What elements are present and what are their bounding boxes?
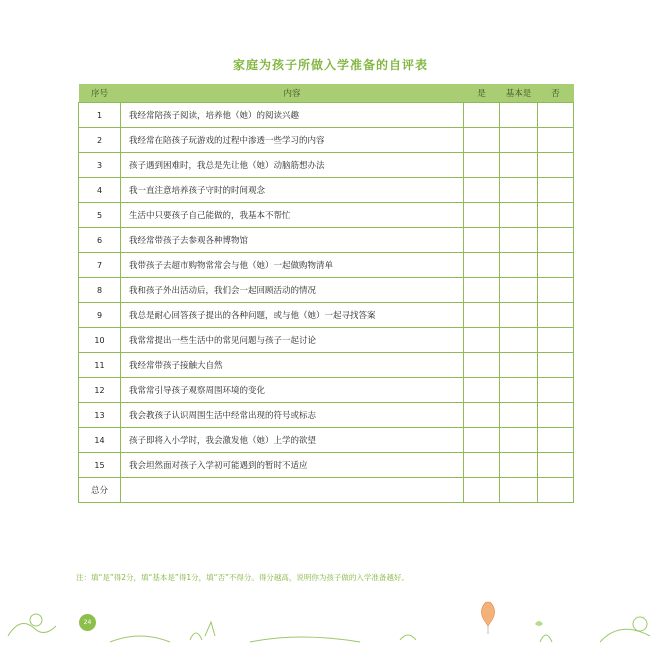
row-content: 我总是耐心回答孩子提出的各种问题，或与他（她）一起寻找答案 [121,303,464,328]
answer-basic-cell[interactable] [500,353,538,378]
answer-no-cell[interactable] [538,403,574,428]
answer-basic-cell[interactable] [500,103,538,128]
answer-no-cell[interactable] [538,428,574,453]
row-number: 12 [79,378,121,403]
answer-no-cell[interactable] [538,253,574,278]
header-no: 否 [538,84,574,103]
answer-yes-cell[interactable] [464,103,500,128]
row-content: 我常常引导孩子观察周围环境的变化 [121,378,464,403]
answer-no-cell[interactable] [538,378,574,403]
row-content: 我经常陪孩子阅读，培养他（她）的阅读兴趣 [121,103,464,128]
answer-no-cell[interactable] [538,353,574,378]
answer-no-cell[interactable] [538,278,574,303]
answer-basic-cell[interactable] [500,278,538,303]
answer-no-cell[interactable] [538,103,574,128]
table-row [79,428,574,453]
row-content: 我会坦然面对孩子入学初可能遇到的暂时不适应 [121,453,464,478]
answer-yes-cell[interactable] [464,128,500,153]
answer-basic-cell[interactable] [500,453,538,478]
answer-basic-cell[interactable] [500,178,538,203]
header-basically-yes: 基本是 [500,84,538,103]
row-number: 7 [79,253,121,278]
header-number: 序号 [79,84,121,103]
answer-basic-cell[interactable] [500,128,538,153]
decorative-border [0,596,661,648]
table-row [79,203,574,228]
answer-no-cell[interactable] [538,128,574,153]
answer-yes-cell[interactable] [464,453,500,478]
row-content: 孩子遇到困难时，我总是先让他（她）动脑筋想办法 [121,153,464,178]
answer-basic-cell[interactable] [500,403,538,428]
row-number: 2 [79,128,121,153]
row-content: 我常常提出一些生活中的常见问题与孩子一起讨论 [121,328,464,353]
answer-yes-cell[interactable] [464,353,500,378]
answer-yes-cell[interactable] [464,253,500,278]
row-number: 6 [79,228,121,253]
row-content: 我经常带孩子接触大自然 [121,353,464,378]
answer-yes-cell[interactable] [464,153,500,178]
answer-yes-cell[interactable] [464,228,500,253]
answer-basic-cell[interactable] [500,253,538,278]
row-content: 生活中只要孩子自己能做的，我基本不帮忙 [121,203,464,228]
row-number: 1 [79,103,121,128]
answer-no-cell[interactable] [538,203,574,228]
total-label: 总分 [79,478,121,503]
table-row [79,328,574,353]
scoring-note: 注：填“是”得2分，填“基本是”得1分，填“否”不得分。得分越高，说明你为孩子做的入学准备越好。 [76,573,409,582]
page-number-badge: 24 [79,614,96,631]
row-content: 孩子即将入小学时，我会激发他（她）上学的欲望 [121,428,464,453]
row-content: 我经常在陪孩子玩游戏的过程中渗透一些学习的内容 [121,128,464,153]
answer-yes-cell[interactable] [464,378,500,403]
row-number: 11 [79,353,121,378]
table-row [79,253,574,278]
row-number: 8 [79,278,121,303]
answer-basic-cell[interactable] [500,428,538,453]
table-header-row [79,84,574,103]
answer-no-cell[interactable] [538,228,574,253]
answer-yes-cell[interactable] [464,403,500,428]
answer-yes-cell[interactable] [464,178,500,203]
row-number: 9 [79,303,121,328]
header-yes: 是 [464,84,500,103]
row-content: 我一直注意培养孩子守时的时间观念 [121,178,464,203]
self-assessment-table [78,84,574,503]
answer-basic-cell[interactable] [500,228,538,253]
page-title: 家庭为孩子所做入学准备的自评表 [232,58,428,72]
answer-basic-cell[interactable] [500,378,538,403]
table-row [79,153,574,178]
row-number: 15 [79,453,121,478]
row-number: 5 [79,203,121,228]
header-content: 内容 [121,84,464,103]
flower-decoration [0,596,661,648]
answer-yes-cell[interactable] [464,328,500,353]
row-content: 我经常带孩子去参观各种博物馆 [121,228,464,253]
table-row [79,103,574,128]
row-number: 4 [79,178,121,203]
answer-basic-cell[interactable] [500,203,538,228]
answer-no-cell[interactable] [538,178,574,203]
answer-basic-cell[interactable] [500,153,538,178]
table-row [79,128,574,153]
answer-yes-cell[interactable] [464,303,500,328]
total-yes-cell[interactable] [464,478,500,503]
row-content: 我和孩子外出活动后，我们会一起回顾活动的情况 [121,278,464,303]
row-content: 我会教孩子认识周围生活中经常出现的符号或标志 [121,403,464,428]
table-row [79,453,574,478]
table-row [79,403,574,428]
row-number: 14 [79,428,121,453]
answer-basic-cell[interactable] [500,328,538,353]
total-no-cell[interactable] [538,478,574,503]
answer-no-cell[interactable] [538,453,574,478]
table-row [79,278,574,303]
answer-no-cell[interactable] [538,303,574,328]
table-row [79,378,574,403]
answer-yes-cell[interactable] [464,278,500,303]
row-content: 我带孩子去超市购物常常会与他（她）一起做购物清单 [121,253,464,278]
table-row [79,303,574,328]
row-number: 3 [79,153,121,178]
table-row [79,178,574,203]
total-content-cell [121,478,464,503]
table-row [79,228,574,253]
answer-yes-cell[interactable] [464,203,500,228]
row-number: 10 [79,328,121,353]
total-basic-cell[interactable] [500,478,538,503]
answer-no-cell[interactable] [538,328,574,353]
answer-no-cell[interactable] [538,153,574,178]
answer-yes-cell[interactable] [464,428,500,453]
row-number: 13 [79,403,121,428]
table-body [79,103,574,478]
total-row [79,478,574,503]
answer-basic-cell[interactable] [500,303,538,328]
table-row [79,353,574,378]
